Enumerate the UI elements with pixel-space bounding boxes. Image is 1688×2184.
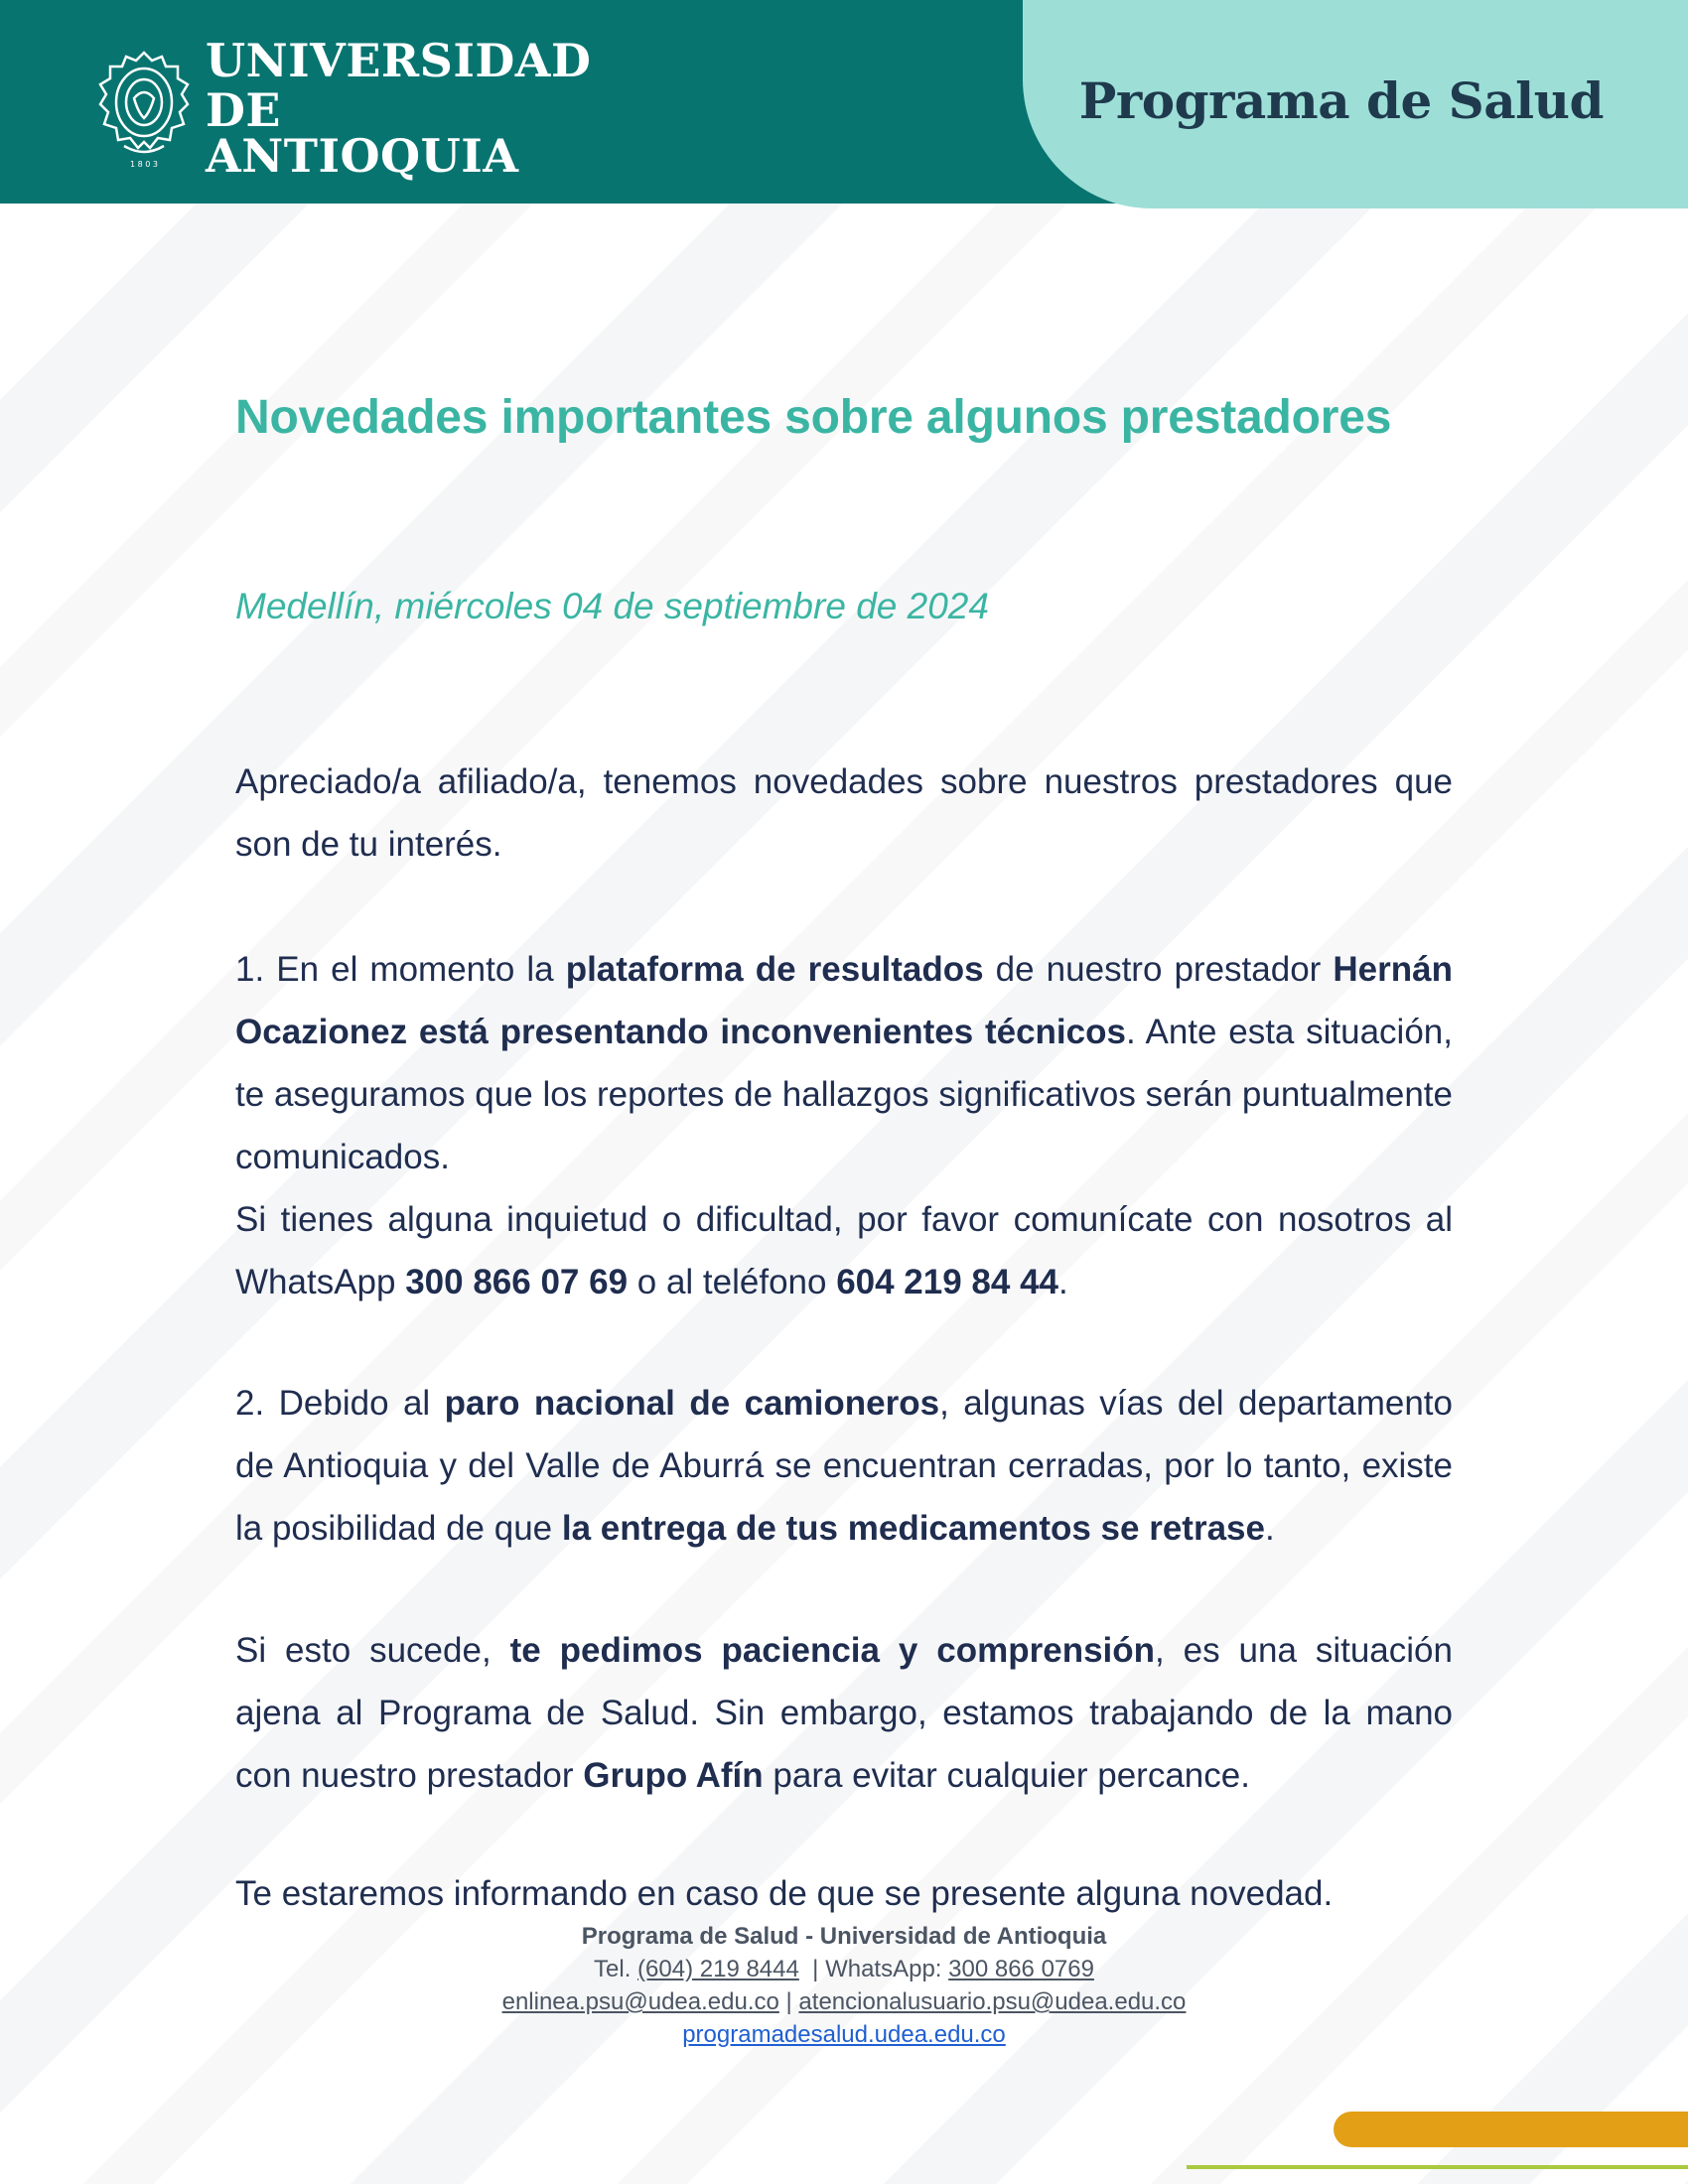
footer-tel-label: Tel. [594,1956,638,1982]
whatsapp-number: 300 866 07 69 [405,1263,629,1301]
header-band [0,0,1688,204]
decorative-green-line [1187,2165,1688,2169]
footer-email-enlinea-link[interactable]: enlinea.psu@udea.edu.co [501,1988,779,2015]
bold-run: paro nacional de camioneros [444,1384,940,1423]
text-run: de nuestro prestador [983,950,1334,989]
footer-separator: | [778,1988,799,2015]
footer-whatsapp-link[interactable]: 300 866 0769 [948,1956,1094,1982]
bold-run: plataforma de resultados [565,950,984,989]
document-title: Novedades importantes sobre algunos prestadores [235,391,1392,444]
footer [0,1920,1688,2051]
paragraph-greeting [235,751,1453,876]
text-run: 1. En el momento la [235,950,566,989]
document-date: Medellín, miércoles 04 de septiembre de 2024 [235,586,989,626]
text-run: o al teléfono [628,1263,837,1301]
university-name-line2: DE ANTIOQUIA [206,83,519,183]
phone-number: 604 219 84 44 [836,1263,1059,1301]
bold-run: Hernán Ocazionez está presentando inconvenientes técnicos [235,950,1453,1051]
footer-org: Programa de Salud - Universidad de Antioquia [581,1923,1107,1950]
text-run: , algunas vías del departamento de Antioquia y del Valle de Aburrá se encuentran cerradas, por lo tanto, existe la posibilidad de que [235,1384,1453,1548]
text-run: Si esto sucede, [235,1631,510,1670]
paragraph-closing [235,1862,1453,1925]
university-seal-icon [94,47,194,171]
university-name-line1: UNIVERSIDAD [206,34,592,87]
text-run: Te estaremos informando en caso de que se presente alguna novedad. [235,1874,1334,1913]
paragraph-item-2 [235,1372,1453,1560]
decorative-orange-bar [1334,2112,1688,2147]
text-run: . [1058,1263,1068,1301]
text-run: . Ante esta situación, te aseguramos que los reportes de hallazgos significativos serán puntualmente comunicados. [235,1013,1453,1176]
paragraph-item-1 [235,938,1453,1313]
text-run: , es una situación ajena al Programa de Salud. Sin embargo, estamos trabajando de la mano con nuestro prestador [235,1631,1453,1795]
svg-text:1 8 0 3: 1 8 0 3 [130,159,158,169]
footer-email-line [0,1985,1688,2018]
bold-run: Grupo Afín [583,1756,764,1795]
text-run: para evitar cualquier percance. [763,1756,1250,1795]
text-run: Apreciado/a afiliado/a, tenemos novedades sobre nuestros prestadores que son de tu interés. [235,762,1453,864]
footer-contact-line [0,1953,1688,1985]
bold-run: la entrega de tus medicamentos se retrase [561,1509,1265,1548]
text-run: . [1264,1509,1275,1548]
bold-run: te pedimos paciencia y comprensión [509,1631,1156,1670]
text-run: 2. Debido al [235,1384,445,1423]
footer-tel-link[interactable]: (604) 219 8444 [637,1956,799,1982]
footer-email-atencion-link[interactable]: atencionalusuario.psu@udea.edu.co [798,1988,1187,2015]
footer-website-link[interactable]: programadesalud.udea.edu.co [682,2021,1006,2048]
program-title: Programa de Salud [1078,71,1604,130]
text-run: Si tienes alguna inquietud o dificultad, por favor comunícate con nosotros al WhatsApp [235,1200,1453,1301]
paragraph-patience [235,1619,1453,1807]
footer-wa-label: | WhatsApp: [798,1956,949,1982]
university-wordmark [206,34,592,183]
university-logo [94,34,592,183]
